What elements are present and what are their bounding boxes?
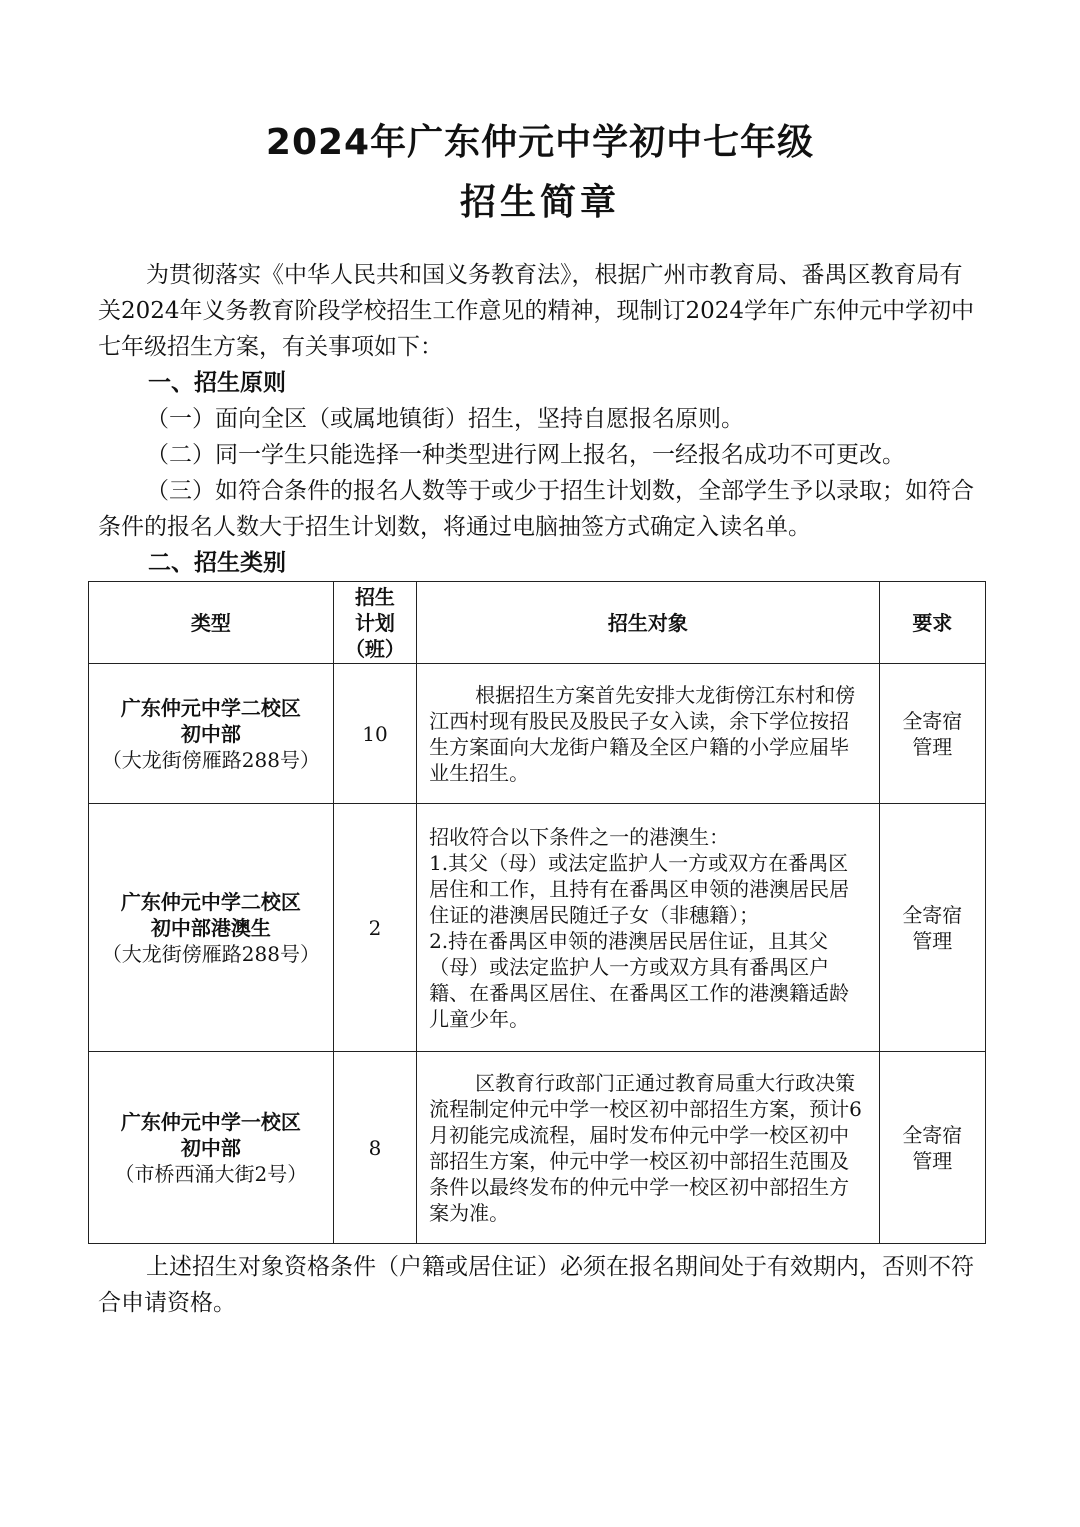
requirement-line1: 全寄宿 <box>902 708 963 733</box>
document-title-line1: 2024年广东仲元中学初中七年级 <box>265 122 815 163</box>
type-address: （大龙街傍雁路288号） <box>101 747 320 772</box>
requirement-line2: 管理 <box>912 1148 953 1173</box>
header-plan <box>333 582 416 664</box>
target-text: 根据招生方案首先安排大龙街傍江东村和傍江西村现有股民及股民子女入读，余下学位按招生方案面向大龙街户籍及全区户籍的小学应届毕业生招生。 <box>429 682 856 785</box>
type-cell <box>89 664 334 804</box>
header-plan-line3: （班） <box>344 636 405 661</box>
plan-cell: 10 <box>333 664 416 804</box>
requirement-line1: 全寄宿 <box>902 902 963 927</box>
requirement-cell <box>879 1052 985 1244</box>
type-address: （市桥西涌大街2号） <box>114 1161 308 1186</box>
requirement-line1: 全寄宿 <box>902 1122 963 1147</box>
closing-note: 上述招生对象资格条件（户籍或居住证）必须在报名期间处于有效期内，否则不符合申请资格。 <box>98 1254 974 1316</box>
header-plan-line1: 招生 <box>354 584 395 609</box>
type-name-line1: 广东仲元中学二校区 <box>120 889 301 914</box>
header-plan-line2: 计划 <box>354 610 395 635</box>
header-requirement: 要求 <box>879 582 985 664</box>
principle-item-1: （一）面向全区（或属地镇街）招生，坚持自愿报名原则。 <box>146 406 744 432</box>
type-name-line2: 初中部 <box>180 721 241 746</box>
header-type: 类型 <box>89 582 334 664</box>
type-name-line2: 初中部港澳生 <box>150 915 271 940</box>
type-name-line1: 广东仲元中学一校区 <box>120 1109 301 1134</box>
type-name-line2: 初中部 <box>180 1135 241 1160</box>
target-intro: 招收符合以下条件之一的港澳生： <box>429 824 730 849</box>
target-cell <box>417 1052 880 1244</box>
type-cell <box>89 1052 334 1244</box>
target-cell <box>417 804 880 1052</box>
target-cell <box>417 664 880 804</box>
principle-item-3: （三）如符合条件的报名人数等于或少于招生计划数，全部学生予以录取；如符合条件的报名人数大于招生计划数，将通过电脑抽签方式确定入读名单。 <box>98 478 974 540</box>
type-cell <box>89 804 334 1052</box>
requirement-cell <box>879 804 985 1052</box>
plan-cell: 2 <box>333 804 416 1052</box>
intro-paragraph: 为贯彻落实《中华人民共和国义务教育法》，根据广州市教育局、番禺区教育局有关2024年义务教育阶段学校招生工作意见的精神，现制订2024学年广东仲元中学初中七年级招生方案，有关事项如下： <box>98 262 975 360</box>
target-condition-2: 2.持在番禺区申领的港澳居民居住证，且其父（母）或法定监护人一方或双方具有番禺区户籍、在番禺区居住、在番禺区工作的港澳籍适龄儿童少年。 <box>429 928 850 1031</box>
requirement-cell <box>879 664 985 804</box>
target-text: 区教育行政部门正通过教育局重大行政决策流程制定仲元中学一校区初中部招生方案，预计6月初能完成流程，届时发布仲元中学一校区初中部招生方案，仲元中学一校区初中部招生范围及条件以最终发布的仲元中学一校区初中部招生方案为准。 <box>429 1070 862 1225</box>
target-condition-1: 1.其父（母）或法定监护人一方或双方在番禺区居住和工作，且持有在番禺区申领的港澳居民居住证的港澳居民随迁子女（非穗籍）； <box>429 850 850 927</box>
table-header-row <box>89 582 986 664</box>
enrollment-table <box>88 581 986 1244</box>
header-target: 招生对象 <box>417 582 880 664</box>
plan-cell: 8 <box>333 1052 416 1244</box>
section2-heading: 二、招生类别 <box>148 550 286 576</box>
table-row <box>89 1052 986 1244</box>
type-name-line1: 广东仲元中学二校区 <box>120 695 301 720</box>
table-row <box>89 664 986 804</box>
document-title-line2: 招生简章 <box>459 182 620 223</box>
section1-heading: 一、招生原则 <box>148 370 286 396</box>
requirement-line2: 管理 <box>912 928 953 953</box>
requirement-line2: 管理 <box>912 734 953 759</box>
table-row <box>89 804 986 1052</box>
principle-item-2: （二）同一学生只能选择一种类型进行网上报名，一经报名成功不可更改。 <box>146 442 905 468</box>
type-address: （大龙街傍雁路288号） <box>101 941 320 966</box>
